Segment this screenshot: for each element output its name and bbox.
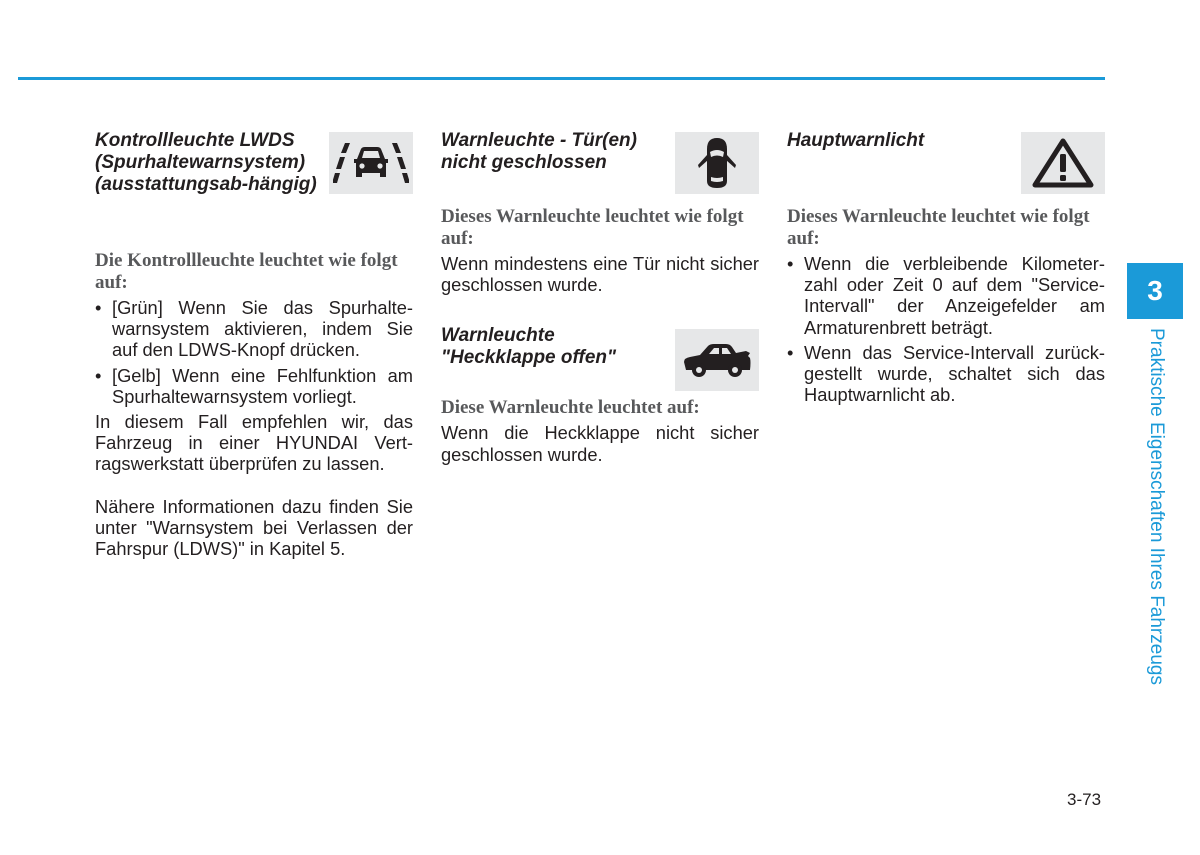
list-item: • [Gelb] Wenn eine Fehlfunktion am Spurhaltewarnsystem vorliegt. [95, 365, 413, 407]
trunk-heading: Warnleuchte "Heckklappe offen" [441, 325, 616, 369]
door-text: Wenn mindestens eine Tür nicht sicher geschlossen wurde. [441, 253, 759, 296]
page-number: 3-73 [1067, 790, 1102, 809]
column-master-warning [787, 130, 1105, 409]
trunk-header [441, 325, 759, 387]
trunk-open-warning-icon [675, 329, 759, 391]
lwds-paragraph-reference: Nähere Informationen dazu finden Sie unter "Warnsystem bei Verlassen der Fahrspur (LDWS)" in Kapitel 5. [95, 495, 413, 560]
trunk-text: Wenn die Heckklappe nicht sicher geschlossen wurde. [441, 422, 759, 465]
trunk-lead: Diese Warnleuchte leuchtet auf: [441, 397, 700, 419]
column-doors-trunk [441, 130, 759, 465]
lane-departure-warning-icon [329, 132, 413, 194]
door-open-warning-icon [675, 132, 759, 194]
lwds-lead: Die Kontrollleuchte leuchtet wie folgt auf: [95, 250, 398, 293]
door-heading: Warnleuchte - Tür(en) nicht geschlossen [441, 130, 637, 173]
chapter-number-tab: 3 [1127, 263, 1183, 319]
master-warning-heading: Hauptwarnlicht [787, 130, 925, 151]
lwds-header [95, 130, 413, 196]
chapter-title: Praktische Eigenschaften Ihres Fahrzeugs [1146, 328, 1167, 685]
lwds-heading: Kontrollleuchte LWDS (Spurhaltewarnsystem) (ausstattungsab-hängig) [95, 130, 317, 195]
door-header [441, 130, 759, 192]
list-item: • Wenn die verbleibende Kilometer-zahl oder Zeit 0 auf dem "Service-Intervall" der Anzeigefelder am Armaturenbrett beträgt. [787, 253, 1105, 338]
master-warning-bullet-list [787, 253, 1105, 405]
master-warning-triangle-icon [1021, 132, 1105, 194]
list-item: • Wenn das Service-Intervall zurück-gestellt wurde, schaltet sich das Hauptwarnlicht ab. [787, 342, 1105, 406]
door-lead: Dieses Warnleuchte leuchtet wie folgt auf: [441, 206, 744, 249]
master-warning-header [787, 130, 1105, 192]
master-warning-lead: Dieses Warnleuchte leuchtet wie folgt auf: [787, 206, 1090, 249]
column-lwds [95, 130, 413, 559]
lwds-bullet-list [95, 297, 413, 407]
lwds-paragraph-service: In diesem Fall empfehlen wir, das Fahrzeug in einer HYUNDAI Vert-ragswerkstatt überprüfen zu lassen. [95, 411, 413, 475]
top-rule [18, 77, 1105, 80]
list-item: • [Grün] Wenn Sie das Spurhalte-warnsystem aktivieren, indem Sie auf den LDWS-Knopf drücken. [95, 297, 413, 361]
